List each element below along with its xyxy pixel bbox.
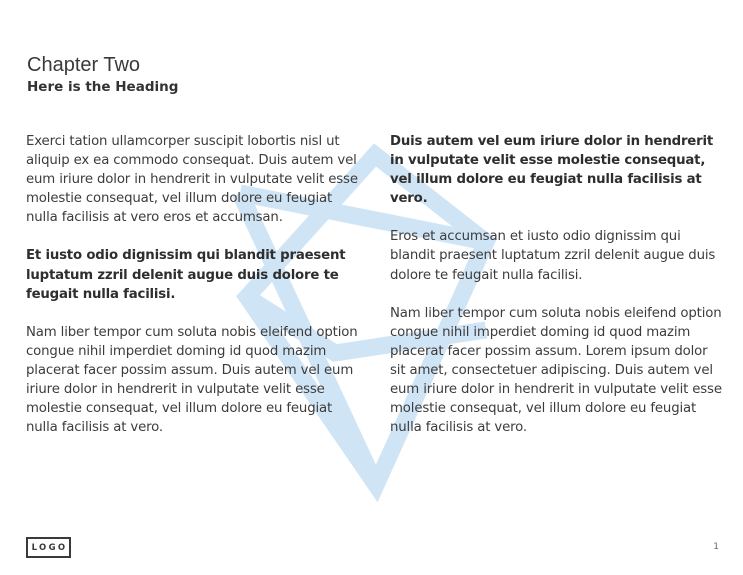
left-paragraph-3: Nam liber tempor cum soluta nobis eleifend option congue nihil imperdiet doming id quod mazim placerat facer possim assum. Duis autem vel eum iriure dolor in hendrerit in vulputate velit esse molestie consequat, vel illum dolore eu feugiat nulla facilisis at vero. — [26, 324, 358, 436]
page-number: 1 — [713, 542, 719, 552]
chapter-title: Chapter Two — [27, 54, 141, 76]
right-paragraph-3: Nam liber tempor cum soluta nobis eleifend option congue nihil imperdiet doming id quod mazim placerat facer possim assum. Lorem ipsum dolor sit amet, consectetuer adipiscing. Duis autem vel eum iriure dolor in hendrerit in vulputate velit esse molestie consequat, vel illum dolore eu feugiat nulla facilisis at vero. — [390, 305, 722, 436]
right-text-column — [390, 132, 725, 456]
left-paragraph-2-bold: Et iusto odio dignissim qui blandit praesent luptatum zzril delenit augue duis dolore te feugait nulla facilisi. — [26, 248, 346, 302]
footer-logo: LOGO — [26, 537, 71, 558]
left-paragraph-1: Exerci tation ullamcorper suscipit lobortis nisl ut aliquip ex ea commodo consequat. Duis autem vel eum iriure dolor in hendrerit in vulputate velit esse molestie consequat, vel illum dolore eu feugiat nulla facilisis at vero eros et accumsan. — [26, 134, 358, 226]
section-heading: Here is the Heading — [27, 79, 179, 95]
right-paragraph-1-bold: Duis autem vel eum iriure dolor in hendrerit in vulputate velit esse molestie consequat, vel illum dolore eu feugiat nulla facilisis at vero. — [390, 134, 713, 207]
right-paragraph-2: Eros et accumsan et iusto odio dignissim qui blandit praesent luptatum zzril delenit augue duis dolore te feugait nulla facilisi. — [390, 229, 716, 283]
left-text-column — [26, 132, 366, 456]
